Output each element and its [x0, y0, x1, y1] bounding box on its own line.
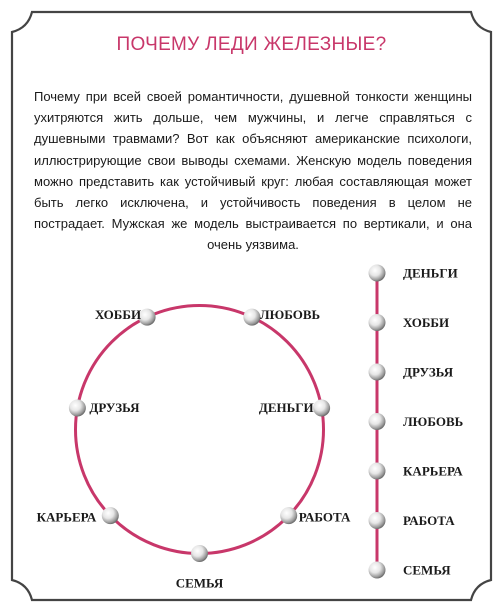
circle-bead-3: [280, 507, 297, 524]
circle-model: [37, 306, 351, 591]
vertical-bead-2: [369, 314, 386, 331]
vertical-bead-3: [369, 364, 386, 381]
vertical-label-5: КАРЬЕРА: [403, 463, 463, 479]
vertical-label-1: ДЕНЬГИ: [403, 265, 458, 281]
vertical-label-3: ДРУЗЬЯ: [403, 364, 454, 380]
circle-bead-1: [243, 309, 260, 326]
circle-bead-5: [102, 507, 119, 524]
vertical-label-7: СЕМЬЯ: [403, 562, 451, 578]
circle-bead-6: [69, 399, 86, 416]
vertical-bead-5: [369, 463, 386, 480]
circle-label-4: СЕМЬЯ: [175, 575, 224, 591]
circle-label-1: ЛЮБОВЬ: [259, 307, 321, 323]
circle-label-5: КАРЬЕРА: [36, 509, 97, 525]
vertical-label-2: ХОББИ: [403, 315, 450, 330]
vertical-bead-4: [369, 413, 386, 430]
circle-label-3: РАБОТА: [298, 509, 351, 525]
page-title: ПОЧЕМУ ЛЕДИ ЖЕЛЕЗНЫЕ?: [116, 34, 387, 55]
vertical-bead-1: [369, 265, 386, 282]
vertical-model: [369, 265, 464, 579]
circle-bead-4: [191, 545, 208, 562]
intro-paragraph: Почему при всей своей романтичности, душевной тонкости женщины ухитряются жить дольше, чем мужчины, и легче справляться с душевными травмами? Вот как объясняют американские психологи, иллюстрирующие свои выводы схемами. Женскую модель поведения можно представить как устойчивый круг: любая составляющая может быть легко исключена, и устойчивость поведения в целом не пострадает. Мужская же модель выстраивается по вертикали, и она очень уязвима.: [34, 89, 472, 253]
circle-bead-2: [313, 399, 330, 416]
vertical-bead-6: [369, 512, 386, 529]
circle-label-2: ДЕНЬГИ: [258, 399, 314, 415]
circle-label-6: ДРУЗЬЯ: [89, 399, 140, 415]
circle-label-7: ХОББИ: [94, 307, 142, 323]
vertical-label-4: ЛЮБОВЬ: [403, 414, 464, 429]
circle-bead-7: [139, 309, 156, 326]
vertical-label-6: РАБОТА: [403, 513, 455, 528]
vertical-bead-7: [369, 562, 386, 579]
